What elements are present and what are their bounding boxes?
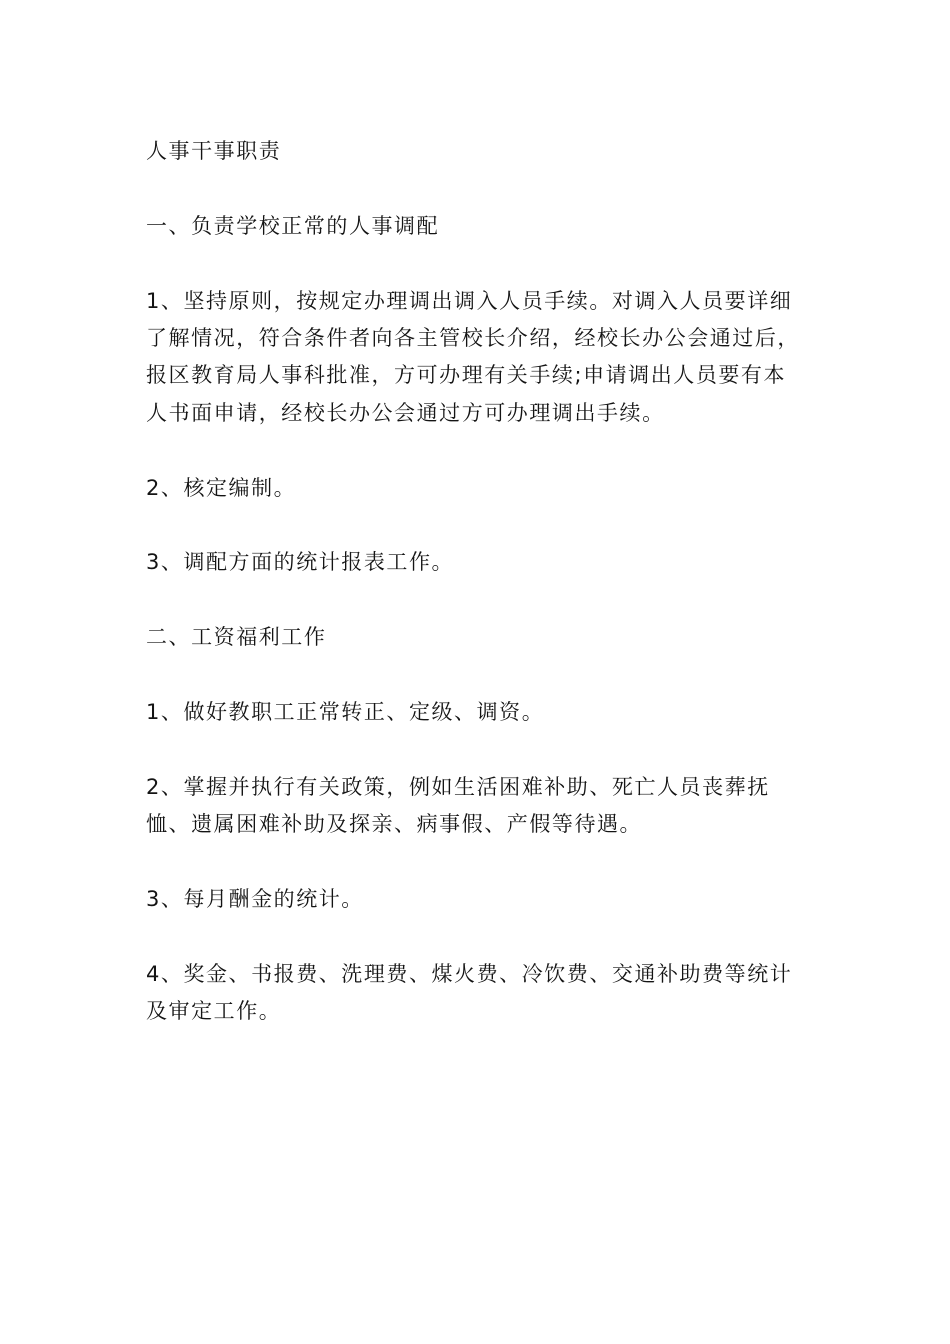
- section-item: 3、每月酬金的统计。: [146, 887, 364, 911]
- document-title: 人事干事职责: [146, 139, 282, 163]
- section-item: 4、奖金、书报费、洗理费、煤火费、冷饮费、交通补助费等统计及审定工作。: [146, 961, 793, 1024]
- document-body: [146, 133, 806, 1031]
- section-item: 2、掌握并执行有关政策，例如生活困难补助、死亡人员丧葬抚恤、遗属困难补助及探亲、病事假、产假等待遇。: [146, 774, 770, 837]
- section-item: 3、调配方面的统计报表工作。: [146, 550, 455, 575]
- section-item: 1、坚持原则，按规定办理调出调入人员手续。对调入人员要详细了解情况，符合条件者向各主管校长介绍，经校长办公会通过后，报区教育局人事科批准，方可办理有关手续;申请调出人员要有本人书面申请，经校长办公会通过方可办理调出手续。: [146, 288, 800, 425]
- section-heading: 一、负责学校正常的人事调配: [146, 213, 440, 238]
- section-item: 2、核定编制。: [146, 475, 297, 500]
- section-heading: 二、工资福利工作: [146, 625, 327, 650]
- section-item: 1、做好教职工正常转正、定级、调资。: [146, 700, 545, 724]
